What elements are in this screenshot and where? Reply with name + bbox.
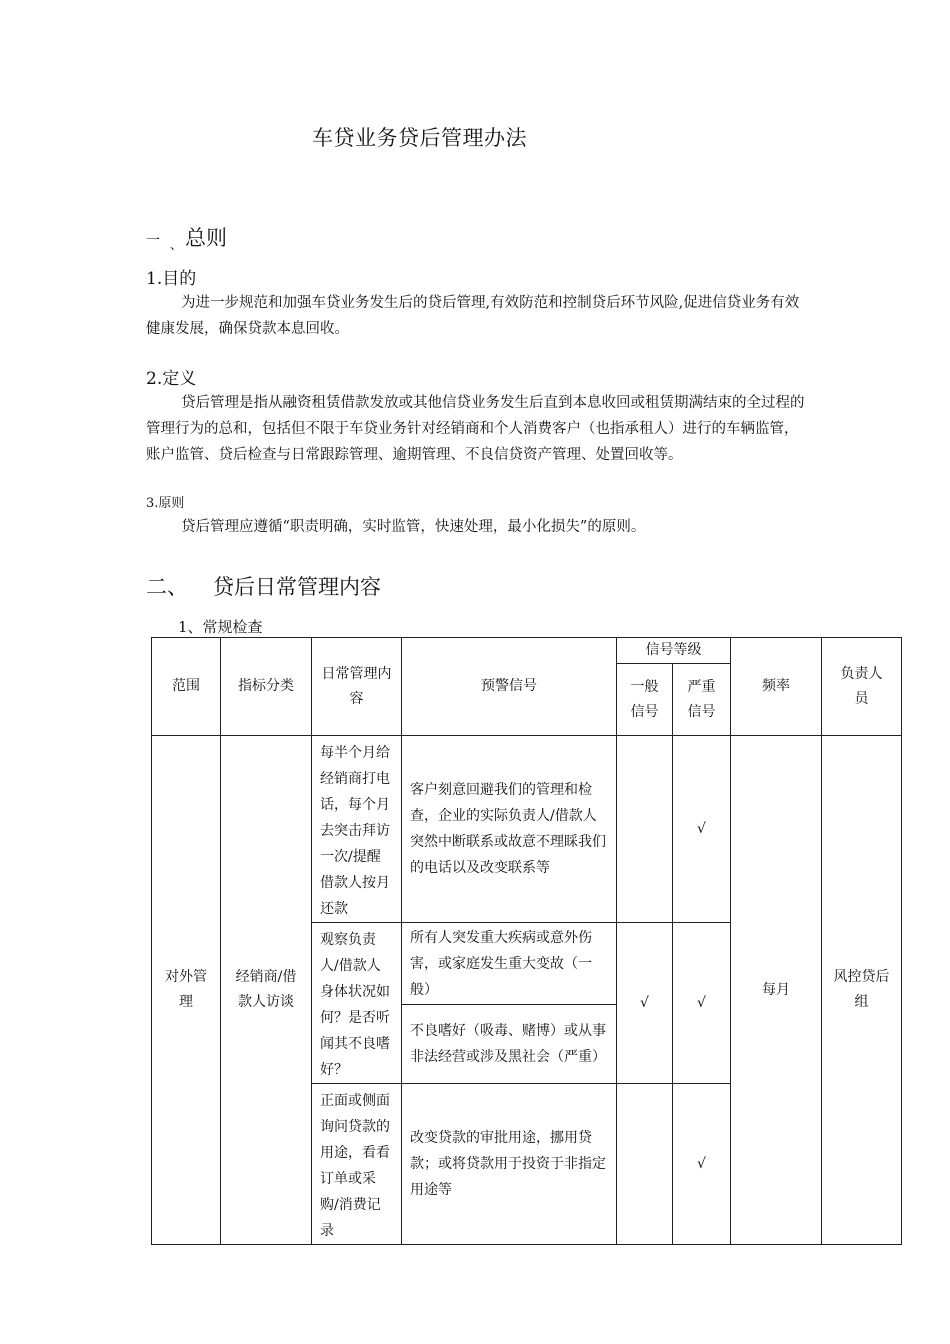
warning-signal-cell: 改变贷款的审批用途，挪用贷款；或将贷款用于投资于非指定用途等 <box>402 1084 617 1245</box>
severe-signal-check: √ <box>673 736 731 923</box>
category-cell: 经销商/借款人访谈 <box>221 736 312 1245</box>
header-warning-signal: 预警信号 <box>402 638 617 736</box>
severe-signal-check: √ <box>673 1084 731 1245</box>
section1-separator: 、 <box>170 238 183 252</box>
warning-signal-cell: 所有人突发重大疾病或意外伤害，或家庭发生重大变故（一般） <box>402 923 617 1005</box>
owner-cell: 风控贷后组 <box>822 736 902 1245</box>
header-general-signal: 一般信号 <box>617 664 673 736</box>
header-signal-level: 信号等级 <box>617 638 731 664</box>
purpose-heading: 1.目的 <box>146 269 197 289</box>
section1-heading: 总则 <box>185 226 227 250</box>
header-frequency: 频率 <box>731 638 822 736</box>
definition-paragraph: 贷后管理是指从融资租赁借款发放或其他信贷业务发生后直到本息收回或租赁期满结束的全过程的管理行为的总和，包括但不限于车贷业务针对经销商和个人消费客户（也指承租人）进行的车辆监管，账户监管、贷后检查与日常跟踪管理、逾期管理、不良信贷资产管理、处置回收等。 <box>146 395 805 463</box>
principle-paragraph: 贷后管理应遵循“职责明确，实时监管，快速处理，最小化损失”的原则。 <box>181 519 646 535</box>
header-severe-signal: 严重信号 <box>673 664 731 736</box>
daily-content-cell: 正面或侧面询问贷款的用途，看看订单或采购/消费记录 <box>312 1084 402 1245</box>
frequency-cell: 每月 <box>731 736 822 1245</box>
header-scope: 范围 <box>152 638 221 736</box>
scope-cell: 对外管理 <box>152 736 221 1245</box>
subsection-heading: 1、常规检查 <box>178 618 263 636</box>
warning-signal-cell: 不良嗜好（吸毒、赌博）或从事非法经营或涉及黑社会（严重） <box>402 1005 617 1084</box>
section2-heading: 贷后日常管理内容 <box>213 575 381 599</box>
general-signal-cell <box>617 1084 673 1245</box>
general-signal-check: √ <box>617 923 673 1084</box>
definition-heading: 2.定义 <box>146 369 197 389</box>
daily-content-cell: 每半个月给经销商打电话，每个月去突击拜访一次/提醒借款人按月还款 <box>312 736 402 923</box>
document-title: 车贷业务贷后管理办法 <box>312 126 527 150</box>
purpose-paragraph: 为进一步规范和加强车贷业务发生后的贷后管理,有效防范和控制贷后环节风险,促进信贷业务有效健康发展，确保贷款本息回收。 <box>146 295 800 337</box>
routine-check-table <box>151 637 902 1245</box>
section2-number: 二、 <box>146 575 188 599</box>
severe-signal-check: √ <box>673 923 731 1084</box>
header-owner: 负责人员 <box>822 638 902 736</box>
header-daily-content: 日常管理内容 <box>312 638 402 736</box>
principle-heading: 3.原则 <box>146 496 185 511</box>
warning-signal-cell: 客户刻意回避我们的管理和检查，企业的实际负责人/借款人突然中断联系或故意不理睬我们的电话以及改变联系等 <box>402 736 617 923</box>
section1-number: 一 <box>146 233 160 249</box>
daily-content-cell: 观察负责人/借款人身体状况如何？是否听闻其不良嗜好？ <box>312 923 402 1084</box>
header-category: 指标分类 <box>221 638 312 736</box>
general-signal-cell <box>617 736 673 923</box>
